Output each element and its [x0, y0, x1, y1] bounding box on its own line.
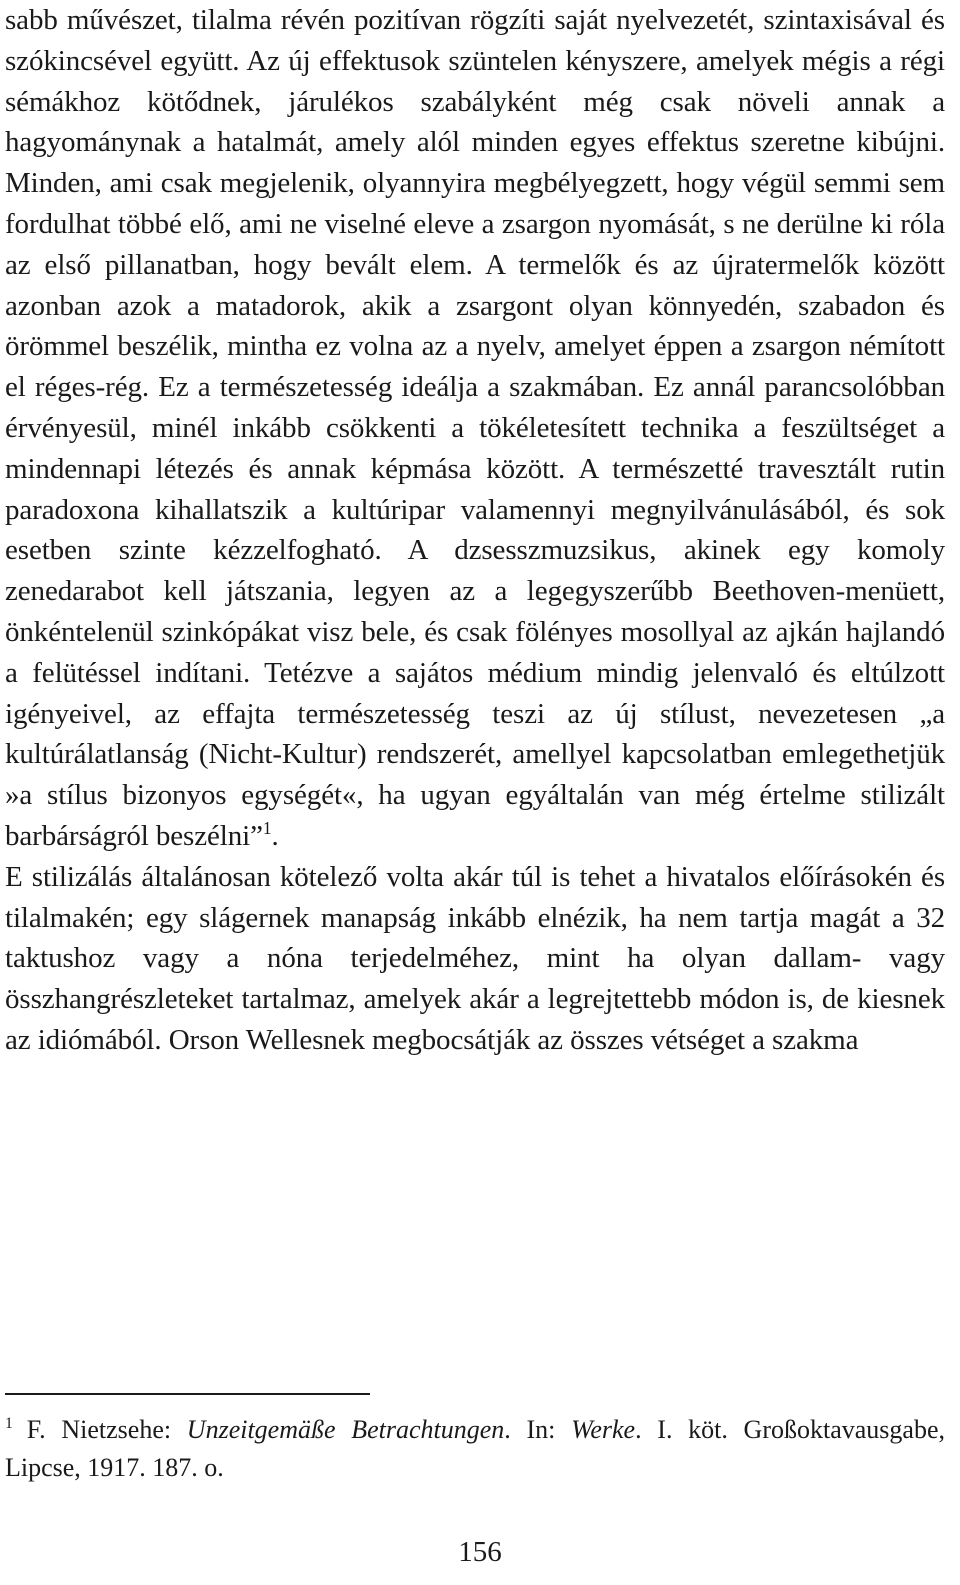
footnote-title: Unzeitgemäße Betrachtungen [186, 1415, 505, 1444]
paragraph-1 [5, 0, 945, 857]
footnote-in-prefix: . In: [504, 1415, 572, 1444]
footnote-number: 1 [5, 1414, 13, 1432]
footnote [5, 1411, 945, 1487]
footnote-author: F. Nietzsehe: [26, 1415, 187, 1444]
page-body [5, 0, 945, 1061]
paragraph-1-text: sabb művészet, tilalma révén pozitívan rögzíti saját nyelvezetét, szintaxisával és szókincsével együtt. Az új effektusok szüntelen kényszere, amelyek mégis a régi sémákhoz kötődnek, járulékos szabályként még csak növeli annak a hagyománynak a hatalmát, amely alól minden egyes effektus szeretne kibújni. Minden, ami csak megjelenik, olyannyira megbélyegzett, hogy végül semmi sem fordulhat többé elő, ami ne viselné eleve a zsargon nyomását, s ne derülne ki róla az első pillanatban, hogy bevált elem. A termelők és az újratermelők között azonban azok a matadorok, akik a zsargont olyan könnyedén, szabadon és örömmel beszélik, mintha ez volna az a nyelv, amelyet éppen a zsargon némított el réges-rég. Ez a természetesség ideálja a szakmában. Ez annál parancsolóbban érvényesül, minél inkább csökkenti a tökéletesített technika a feszültséget a mindennapi létezés és annak képmása között. A természetté travesztált rutin paradoxona kihallatszik a kultúripar valamennyi megnyilvánulásából, és sok esetben szinte kézzelfogható. A dzsesszmuzsikus, akinek egy komoly zenedarabot kell játszania, legyen az a legegyszerűbb Beethoven-menüett, önkéntelenül szinkópákat visz bele, és csak fölényes mosollyal az ajkán hajlandó a felütéssel indítani. Tetézve a sajátos médium mindig jelenvaló és eltúlzott igényeivel, az effajta természetesség teszi az új stílust, nevezetesen „a kultúrálatlanság (Nicht-Kultur) rendszerét, amellyel kapcsolatban emlegethetjük »a stílus bizonyos egységét«, ha ugyan egyáltalán van még értelme stilizált barbárságról beszélni” [5, 4, 945, 852]
page-number: 156 [458, 1536, 502, 1568]
paragraph-1-tail: . [271, 819, 279, 852]
footnote-rest: . I. köt. Großoktavausgabe, Lipcse, 1917. 187. o. [5, 1415, 945, 1482]
footnote-collection: Werke [571, 1415, 636, 1444]
paragraph-2: E stilizálás általánosan kötelező volta akár túl is tehet a hivatalos előírásokén és tilalmakén; egy slágernek manapság inkább elnézik, ha nem tartja magát a 32 taktushoz vagy a nóna terjedelméhez, mint ha olyan dallam- vagy összhangrészleteket tartalmaz, amelyek akár a legrejtettebb módon is, de kiesnek az idiómából. Orson Wellesnek megbocsátják az összes vétséget a szakma [5, 860, 945, 1056]
footnote-separator [5, 1393, 370, 1395]
footnote-reference[interactable]: 1 [262, 817, 272, 838]
